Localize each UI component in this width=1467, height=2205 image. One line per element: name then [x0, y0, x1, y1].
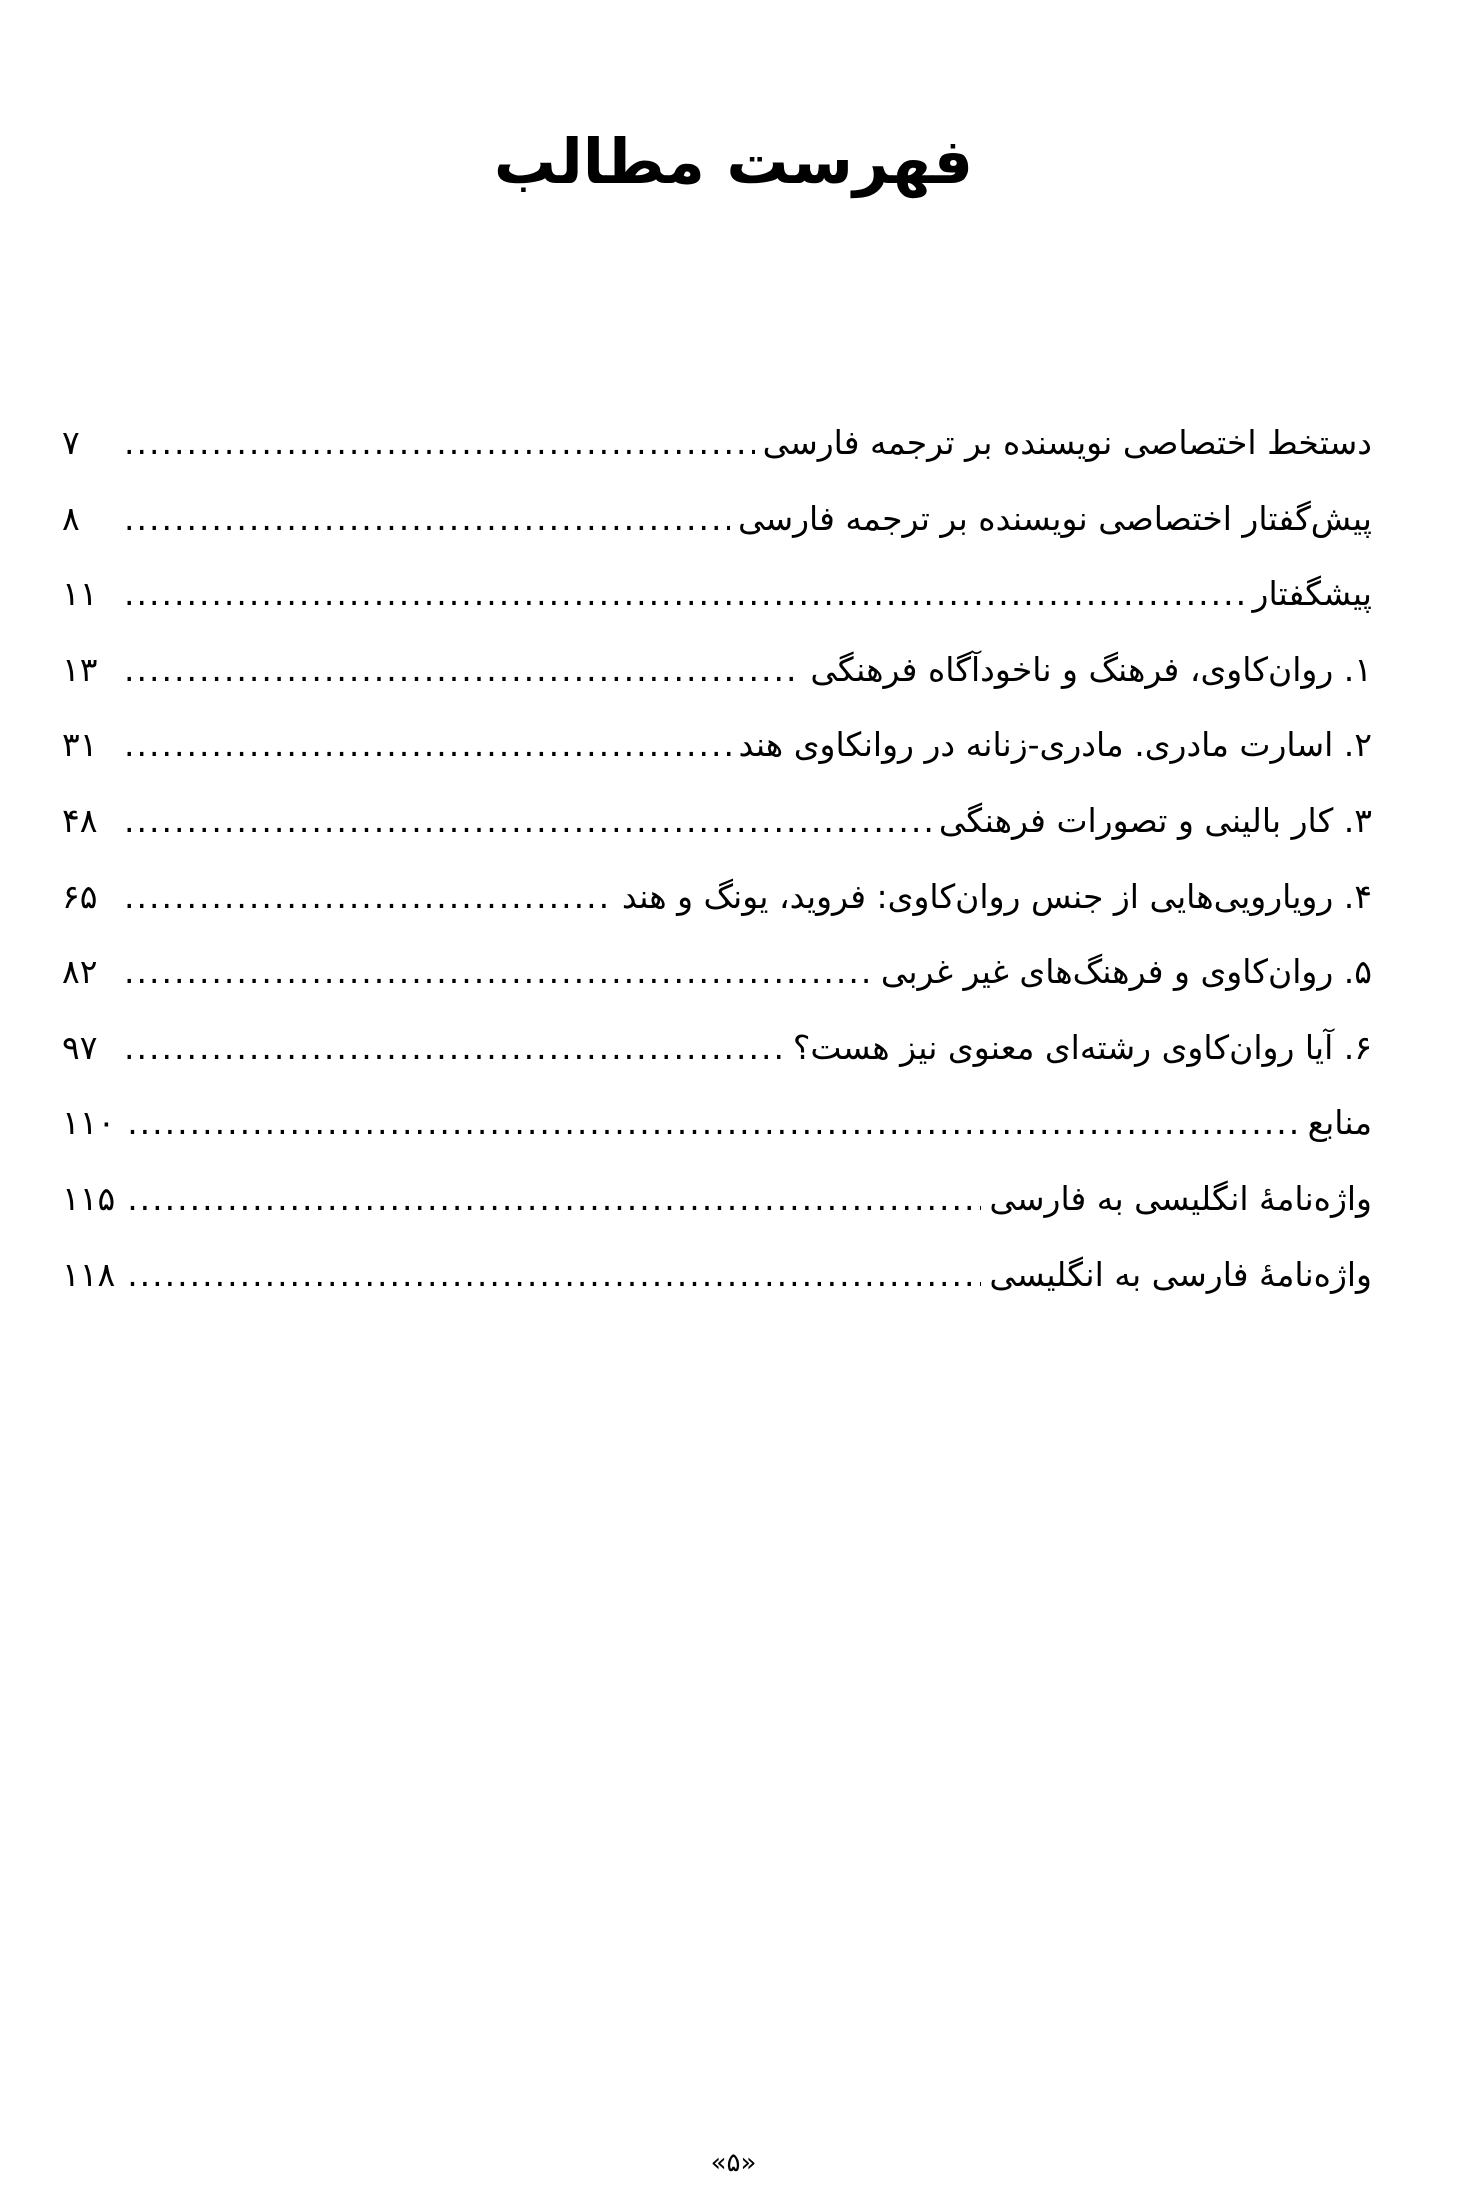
- toc-entry-title: واژه‌نامهٔ انگلیسی به فارسی: [989, 1178, 1372, 1218]
- toc-entry-title: ۱. روان‌کاوی، فرهنگ و ناخودآگاه فرهنگی: [810, 649, 1372, 689]
- toc-entry: [62, 632, 1372, 708]
- toc-entry-page: ۳۱: [62, 725, 98, 765]
- toc-entry: [62, 707, 1372, 783]
- toc-entry-page: ۸: [62, 498, 80, 538]
- toc-entry: [62, 859, 1372, 935]
- toc-entry-title: ۵. روان‌کاوی و فرهنگ‌های غیر غربی: [880, 952, 1372, 992]
- toc-leader-dots: [127, 1085, 1299, 1161]
- page-number: «۵»: [710, 2148, 757, 2178]
- toc-entry-page: ۱۳: [62, 649, 98, 689]
- toc-entry-title: پیشگفتار: [1252, 574, 1372, 614]
- toc-entry: [62, 405, 1372, 481]
- toc-entry-page: ۹۷: [62, 1027, 98, 1067]
- toc-entry-title: ۳. کار بالینی و تصورات فرهنگی: [938, 800, 1372, 840]
- toc-entry-page: ۱۱۵: [62, 1178, 116, 1218]
- toc-leader-dots: [124, 1010, 785, 1086]
- toc-entry-page: ۱۱۸: [62, 1254, 116, 1294]
- toc-entry: [62, 481, 1372, 557]
- toc-entry-title: منابع: [1307, 1103, 1372, 1143]
- toc-entry-page: ۴۸: [62, 800, 98, 840]
- toc-entry: [62, 1085, 1372, 1161]
- toc-entry-page: ۶۵: [62, 876, 98, 916]
- toc-entry-page: ۸۲: [62, 952, 98, 992]
- toc-entry-title: واژه‌نامهٔ فارسی به انگلیسی: [989, 1254, 1372, 1294]
- toc-leader-dots: [127, 1237, 981, 1313]
- toc-leader-dots: [124, 707, 731, 783]
- toc-entry: [62, 1161, 1372, 1237]
- toc-leader-dots: [124, 783, 931, 859]
- toc-entry-title: پیش‌گفتار اختصاصی نویسنده بر ترجمه فارسی: [737, 498, 1372, 538]
- toc-leader-dots: [124, 556, 1245, 632]
- toc-entry-title: دستخط اختصاصی نویسنده بر ترجمه فارسی: [762, 423, 1372, 462]
- toc-leader-dots: [124, 405, 755, 481]
- toc-entry-title: ۶. آیا روان‌کاوی رشته‌ای معنوی نیز هست؟: [792, 1027, 1372, 1067]
- toc-entry: [62, 934, 1372, 1010]
- toc-leader-dots: [124, 481, 730, 557]
- toc-leader-dots: [127, 1161, 981, 1237]
- toc-entry: [62, 783, 1372, 859]
- toc-entry-title: ۴. رویارویی‌هایی از جنس روان‌کاوی: فروید، یونگ و هند: [621, 876, 1372, 916]
- toc-entry-title: ۲. اسارت مادری. مادری-زنانه در روانکاوی هند: [738, 725, 1372, 765]
- toc-entry: [62, 1237, 1372, 1313]
- toc-entry-page: ۱۱: [62, 574, 98, 614]
- toc-leader-dots: [124, 632, 802, 708]
- page-title: فهرست مطالب: [493, 124, 974, 198]
- toc-entry-page: ۷: [62, 423, 80, 462]
- toc-leader-dots: [124, 934, 873, 1010]
- toc-entry-page: ۱۱۰: [62, 1103, 116, 1143]
- table-of-contents: [62, 405, 1372, 1312]
- toc-entry: [62, 1010, 1372, 1086]
- toc-entry: [62, 556, 1372, 632]
- toc-leader-dots: [124, 859, 614, 935]
